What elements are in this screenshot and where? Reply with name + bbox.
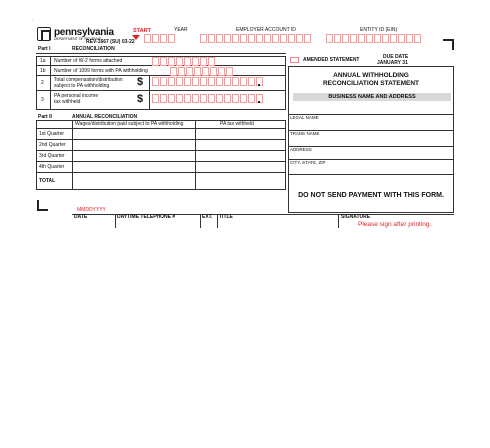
- quarter-label: 2nd Quarter: [39, 142, 66, 148]
- amended-checkbox[interactable]: [290, 57, 299, 63]
- title-field[interactable]: [218, 220, 337, 228]
- row-3-label-line1: PA personal income: [54, 93, 99, 99]
- row-2-num: 2: [41, 80, 44, 86]
- decimal-point: [258, 84, 260, 86]
- logo-text: pennsylvania: [54, 27, 114, 38]
- entity-id-label: ENTITY ID (EIN): [360, 27, 398, 33]
- decimal-point: [258, 101, 260, 103]
- entity-id-input[interactable]: [326, 34, 421, 43]
- row-3-label-line2: tax withheld: [54, 99, 81, 105]
- total-label: TOTAL: [39, 178, 56, 184]
- employer-account-input[interactable]: [200, 34, 311, 43]
- title-label: TITLE: [219, 214, 233, 220]
- due-date-label: DUE DATE: [383, 54, 409, 60]
- phone-field[interactable]: [116, 220, 199, 228]
- divider: [36, 53, 286, 54]
- logo-subtitle: DEPARTMENT OF REVENUE: [54, 37, 102, 41]
- legal-name-label: LEGAL NAME: [290, 115, 319, 120]
- total-compensation-input[interactable]: [152, 77, 263, 86]
- dollar-sign: $: [137, 76, 144, 88]
- signature-label: SIGNATURE: [341, 214, 371, 220]
- row-2-label-line1: Total compensation/distribution: [54, 77, 123, 83]
- date-format-hint: MMDDYYYY: [77, 207, 106, 213]
- employer-account-label: EMPLOYER ACCOUNT ID: [236, 27, 296, 33]
- statement-title-line1: ANNUAL WITHHOLDING: [333, 72, 409, 79]
- w2-count-input[interactable]: [152, 57, 215, 66]
- part1-subtitle: RECONCILIATION: [72, 46, 115, 52]
- no-payment-notice: DO NOT SEND PAYMENT WITH THIS FORM.: [298, 192, 444, 199]
- part1-title: Part I: [38, 46, 51, 52]
- row-1a-num: 1a: [40, 58, 46, 64]
- phone-label: DAYTIME TELEPHONE #: [117, 214, 176, 220]
- part2-table: [36, 120, 286, 190]
- statement-title-line2: RECONCILIATION STATEMENT: [322, 80, 420, 87]
- dollar-sign: $: [137, 93, 144, 105]
- form1099-count-input[interactable]: [170, 67, 233, 76]
- part2-col2-header: PA tax withheld: [220, 121, 254, 127]
- row-1b-label: Number of 1099 forms with PA withholding: [54, 68, 148, 74]
- trade-name-label: TRADE NAME: [290, 131, 320, 136]
- registration-mark: [443, 39, 454, 50]
- registration-mark: [37, 200, 48, 211]
- row-1b-num: 1b: [40, 68, 46, 74]
- quarter-label: 3rd Quarter: [39, 153, 65, 159]
- form-number: REV-1667 (SU) 03-22: [86, 39, 135, 45]
- row-1a-label: Number of W-2 forms attached: [54, 58, 123, 64]
- start-arrow-icon: [132, 35, 140, 40]
- business-header: BUSINESS NAME AND ADDRESS: [328, 94, 416, 100]
- corner-mark: →: [30, 17, 34, 22]
- year-input[interactable]: [144, 34, 175, 43]
- part2-subtitle: ANNUAL RECONCILIATION: [72, 114, 138, 120]
- quarter-label: 4th Quarter: [39, 164, 65, 170]
- sign-note: Please sign after printing.: [358, 221, 432, 228]
- date-label: DATE: [74, 214, 88, 220]
- keystone-icon: [37, 27, 51, 41]
- part2-title: Part II: [38, 114, 52, 120]
- address-label: ADDRESS: [290, 147, 312, 152]
- city-state-zip-label: CITY, STATE, ZIP: [290, 160, 326, 165]
- part2-col1-header: Wages/distribution paid subject to PA withholding: [75, 121, 184, 127]
- quarter-label: 1st Quarter: [39, 131, 65, 137]
- row-3-num: 3: [41, 97, 44, 103]
- row-2-label-line2: subject to PA withholding: [54, 83, 110, 89]
- amended-label: AMENDED STATEMENT: [303, 57, 360, 63]
- start-label: START: [133, 28, 151, 34]
- ext-label: EXT.: [202, 214, 213, 220]
- year-label: YEAR: [174, 27, 188, 33]
- due-date-value: JANUARY 31: [377, 60, 408, 66]
- date-field[interactable]: [73, 220, 114, 228]
- tax-withheld-input[interactable]: [152, 94, 263, 103]
- ext-field[interactable]: [201, 220, 216, 228]
